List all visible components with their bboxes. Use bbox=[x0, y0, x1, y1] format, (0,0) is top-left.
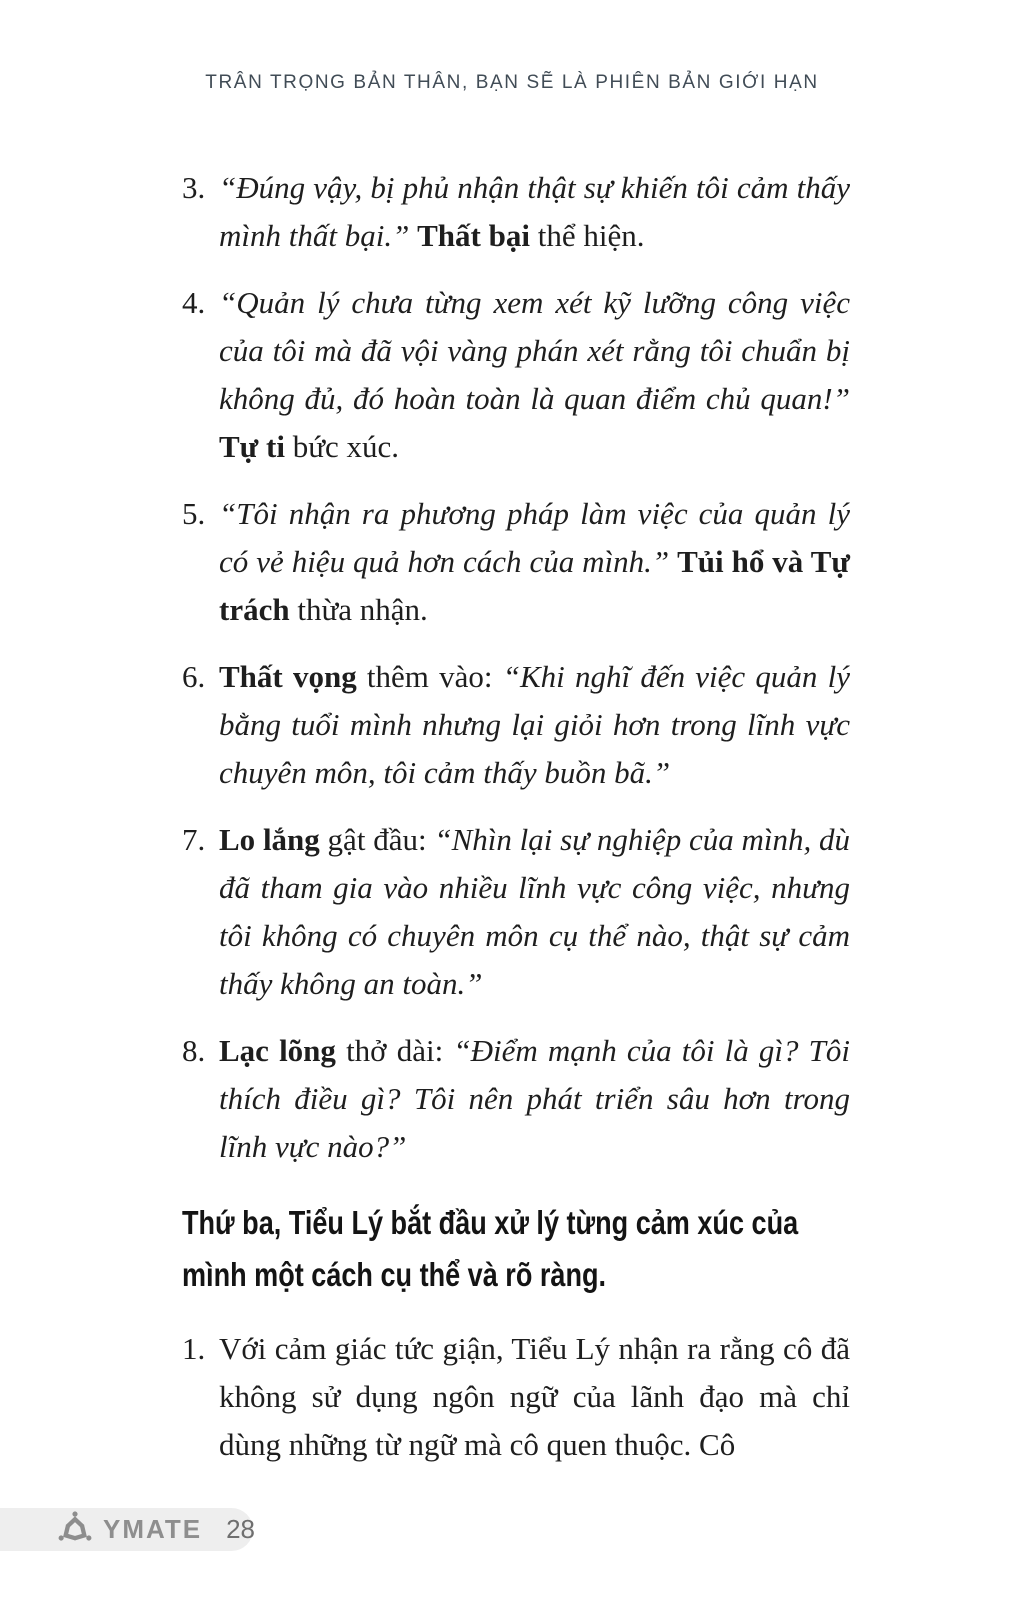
text-segment-plain: thêm vào: bbox=[356, 659, 503, 694]
running-header: TRÂN TRỌNG BẢN THÂN, BẠN SẼ LÀ PHIÊN BẢN GIỚI HẠN bbox=[205, 72, 819, 93]
text-segment-bold: Thất vọng bbox=[219, 659, 357, 694]
text-segment-plain: gật đầu: bbox=[319, 822, 435, 857]
page-number: 28 bbox=[226, 1514, 255, 1544]
page-content bbox=[182, 164, 850, 1469]
text-segment-quote: “Quản lý chưa từng xem xét kỹ lưỡng công việc của tôi mà đã vội vàng phán xét rằng tôi chuẩn bị không đủ, đó hoàn toàn là quan điểm chủ quan!” bbox=[219, 285, 850, 416]
list-item bbox=[182, 653, 850, 797]
item-number: 7. bbox=[182, 822, 206, 857]
item-number: 5. bbox=[182, 496, 206, 531]
list-item bbox=[182, 816, 850, 1008]
brand-name: YMATE bbox=[103, 1514, 203, 1544]
text-segment-plain: bức xúc. bbox=[284, 429, 400, 464]
item-number: 6. bbox=[182, 659, 206, 694]
list-item bbox=[182, 164, 850, 260]
list-item bbox=[182, 1325, 850, 1469]
text-segment-quote: “Nhìn lại sự nghiệp của mình, dù đã tham gia vào nhiều lĩnh vực công việc, nhưng tôi không có chuyên môn cụ thể nào, thật sự cảm thấy không an toàn.” bbox=[219, 822, 851, 1001]
text-segment-plain: thể hiện. bbox=[529, 218, 645, 253]
text-segment-quote: “Khi nghĩ đến việc quản lý bằng tuổi mình nhưng lại giỏi hơn trong lĩnh vực chuyên môn, tôi cảm thấy buồn bã.” bbox=[219, 659, 851, 790]
text-segment-plain: thở dài: bbox=[335, 1033, 454, 1068]
list-item bbox=[182, 490, 850, 634]
text-segment-bold: Tự ti bbox=[219, 429, 285, 464]
text-segment-quote: “Điểm mạnh của tôi là gì? Tôi thích điều gì? Tôi nên phát triển sâu hơn trong lĩnh vực nào?” bbox=[219, 1033, 850, 1164]
text-segment-bold: Thất bại bbox=[417, 218, 530, 253]
item-text bbox=[219, 1331, 850, 1462]
item-number: 8. bbox=[182, 1033, 206, 1068]
item-number: 1. bbox=[182, 1331, 206, 1366]
text-segment-quote: “Tôi nhận ra phương pháp làm việc của quản lý có vẻ hiệu quả hơn cách của mình.” bbox=[219, 496, 850, 579]
list-item bbox=[182, 1027, 850, 1171]
text-segment-bold: Lo lắng bbox=[219, 822, 320, 857]
section-heading: Thứ ba, Tiểu Lý bắt đầu xử lý từng cảm xúc của mình một cách cụ thể và rõ ràng. bbox=[182, 1204, 799, 1293]
text-segment-plain: thừa nhận. bbox=[289, 592, 428, 627]
list-item bbox=[182, 279, 850, 471]
text-segment-bold: Lạc lõng bbox=[219, 1033, 336, 1068]
item-number: 4. bbox=[182, 285, 206, 320]
item-text bbox=[219, 659, 850, 790]
text-segment-plain: Với cảm giác tức giận, Tiểu Lý nhận ra rằng cô đã không sử dụng ngôn ngữ của lãnh đạo mà chỉ dùng những từ ngữ mà cô quen thuộc. Cô bbox=[219, 1331, 850, 1462]
item-number: 3. bbox=[182, 170, 206, 205]
item-text bbox=[219, 496, 850, 627]
item-text bbox=[219, 1033, 850, 1164]
item-text bbox=[219, 170, 850, 253]
text-segment-bold: Tủi hổ và Tự trách bbox=[219, 544, 850, 627]
text-segment-quote: “Đúng vậy, bị phủ nhận thật sự khiến tôi cảm thấy mình thất bại.” bbox=[219, 170, 850, 253]
ymate-logo-icon bbox=[56, 1511, 94, 1549]
processing-list bbox=[182, 1325, 850, 1469]
emotions-list bbox=[182, 164, 850, 1171]
footer-pill bbox=[0, 1508, 253, 1551]
item-text bbox=[219, 822, 850, 1001]
item-text bbox=[219, 285, 850, 464]
